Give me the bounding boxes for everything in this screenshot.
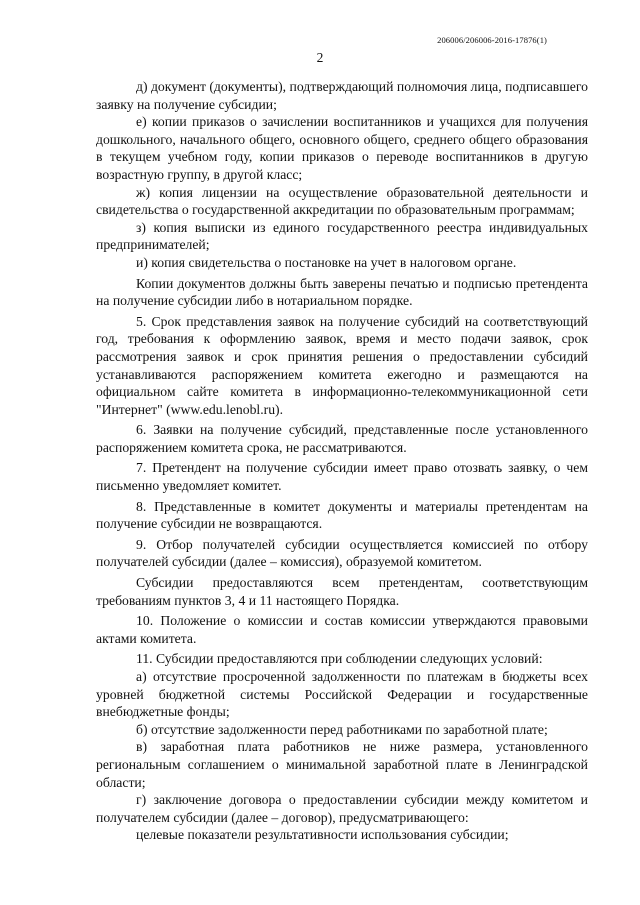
paragraph-11b: б) отсутствие задолженности перед работниками по заработной плате;: [136, 721, 548, 737]
paragraph-targets: целевые показатели результативности использования субсидии;: [136, 827, 509, 843]
paragraph-11a: а) отсутствие просроченной задолженности по платежам в бюджеты всех уровней бюджетной системы Российской Федерации и государственные внебюджетные фонды;: [96, 669, 588, 720]
paragraph-copies: Копии документов должны быть заверены печатью и подписью претендента на получение субсидии либо в нотариальном порядке.: [96, 275, 588, 309]
document-body: [96, 78, 588, 844]
paragraph-subsidies: Субсидии предоставляются всем претендентам, соответствующим требованиям пунктов 3, 4 и 11 настоящего Порядка.: [96, 575, 588, 608]
paragraph-i: и) копия свидетельства о постановке на учет в налоговом органе.: [136, 254, 517, 270]
paragraph-d: д) документ (документы), подтверждающий полномочия лица, подписавшего заявку на получение субсидии;: [96, 79, 588, 112]
paragraph-8: 8. Представленные в комитет документы и материалы претендентам на получение субсидии не возвращаются.: [96, 498, 588, 532]
paragraph-z: з) копия выписки из единого государственного реестра индивидуальных предпринимателей;: [96, 219, 588, 253]
paragraph-9: 9. Отбор получателей субсидии осуществляется комиссией по отбору получателей субсидии (далее – комиссия), образуемой комитетом.: [96, 536, 588, 570]
paragraph-11g: г) заключение договора о предоставлении субсидии между комитетом и получателем субсидии (далее – договор), предусматривающего:: [96, 792, 588, 825]
paragraph-11: 11. Субсидии предоставляются при соблюдении следующих условий:: [136, 651, 543, 667]
document-id: 206006/206006-2016-17876(1): [437, 35, 547, 45]
paragraph-zh: ж) копия лицензии на осуществление образовательной деятельности и свидетельства о государственной аккредитации по образовательным программам;: [96, 184, 588, 218]
paragraph-6: 6. Заявки на получение субсидий, представленные после установленного распоряжением комитета срока, не рассматриваются.: [96, 422, 588, 455]
page-number: 2: [316, 50, 324, 65]
paragraph-e: е) копии приказов о зачислении воспитанников и учащихся для получения дошкольного, начального общего, основного общего, среднего общего образования в текущем учебном году, копии приказов о переводе воспитанников в другую возрастную группу, в другой класс;: [96, 114, 588, 182]
paragraph-5: 5. Срок представления заявок на получение субсидий на соответствующий год, требования к оформлению заявок, время и место подачи заявок, срок рассмотрения заявок и срок принятия решения о предоставлении субсидий устанавливаются распоряжением комитета ежегодно и размещаются на официальном сайте комитета в информационно-телекоммуникационной сети "Интернет" (www.edu.lenobl.ru).: [96, 313, 588, 417]
paragraph-7: 7. Претендент на получение субсидии имеет право отозвать заявку, о чем письменно уведомляет комитет.: [96, 460, 588, 494]
paragraph-11v: в) заработная плата работников не ниже размера, установленного региональным соглашением о минимальной заработной плате в Ленинградской области;: [96, 739, 588, 790]
paragraph-10: 10. Положение о комиссии и состав комиссии утверждаются правовыми актами комитета.: [96, 613, 588, 646]
